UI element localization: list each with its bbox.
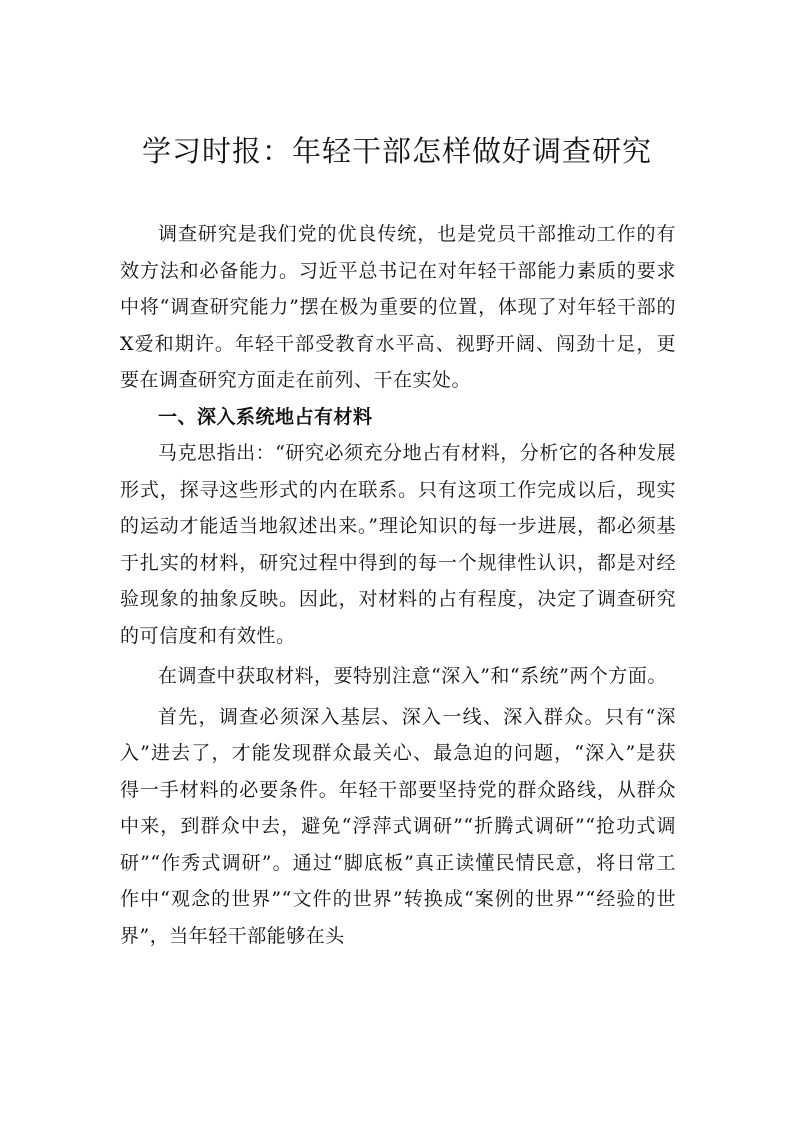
document-body bbox=[120, 216, 676, 954]
body-paragraph: 马克思指出：“研究必须充分地占有材料，分析它的各种发展形式，探寻这些形式的内在联系。只有这项工作完成以后，现实的运动才能适当地叙述出来。”理论知识的每一步进展，都必须基于扎实的材料，研究过程中得到的每一个规律性认识，都是对经验现象的抽象反映。因此，对材料的占有程度，决定了调查研究的可信度和有效性。 bbox=[120, 442, 676, 647]
section-heading: 一、深入系统地占有材料 bbox=[158, 405, 373, 428]
document-title: 学习时报：年轻干部怎样做好调查研究 bbox=[141, 134, 652, 168]
body-paragraph: 在调查中获取材料，要特别注意“深入”和“系统”两个方面。 bbox=[158, 665, 667, 687]
intro-paragraph: 调查研究是我们党的优良传统，也是党员干部推动工作的有效方法和必备能力。习近平总书记在对年轻干部能力素质的要求中将“调查研究能力”摆在极为重要的位置，体现了对年轻干部的X爱和期许。年轻干部受教育水平高、视野开阔、闯劲十足，更要在调查研究方面走在前列、干在实处。 bbox=[120, 223, 676, 391]
body-paragraph: 首先，调查必须深入基层、深入一线、深入群众。只有“深入”进去了，才能发现群众最关心、最急迫的问题，“深入”是获得一手材料的必要条件。年轻干部要坚持党的群众路线，从群众中来，到群众中去，避免“浮萍式调研”“折腾式调研”“抢功式调研”“作秀式调研”。通过“脚底板”真正读懂民情民意，将日常工作中“观念的世界”“文件的世界”转换成“案例的世界”“经验的世界”，当年轻干部能够在头 bbox=[120, 705, 676, 947]
